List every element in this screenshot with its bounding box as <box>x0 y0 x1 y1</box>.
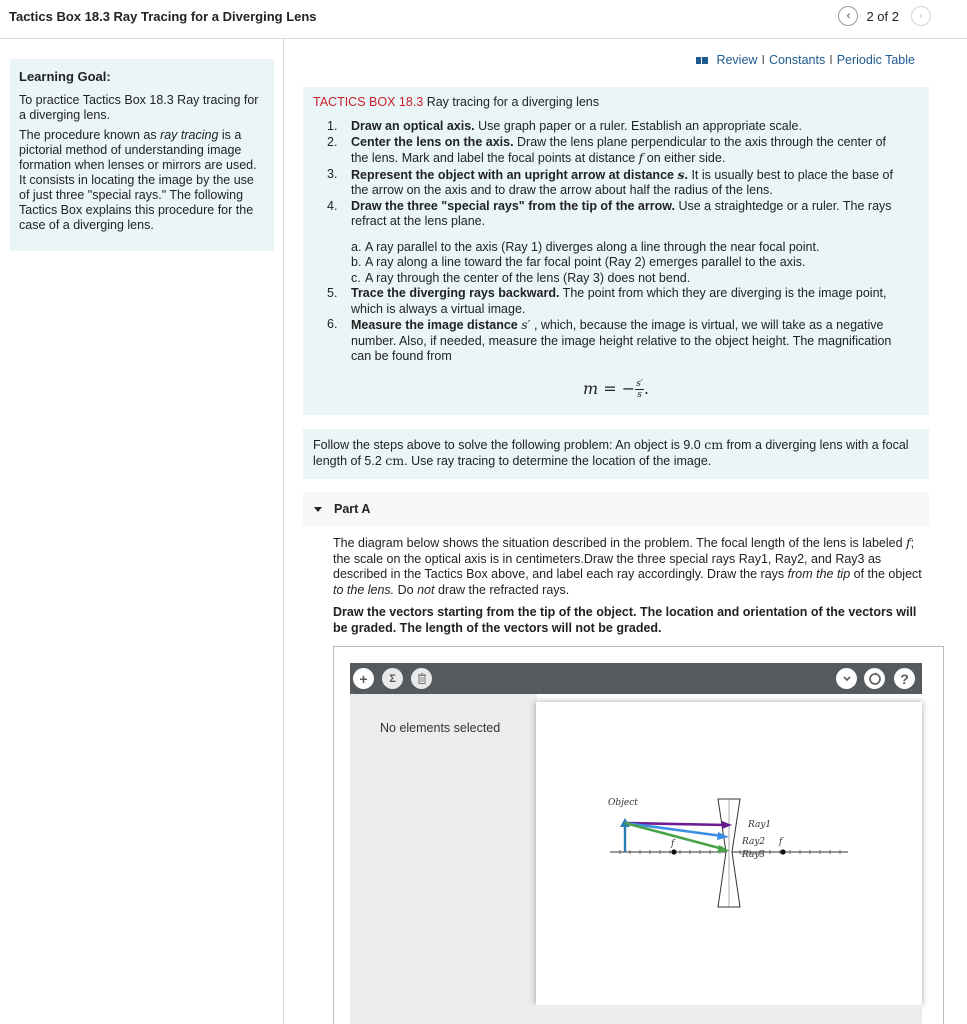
delete-button[interactable] <box>411 668 432 689</box>
tactics-title: Ray tracing for a diverging lens <box>423 95 599 109</box>
link-separator: I <box>761 53 765 67</box>
step-heading: Measure the image distance <box>351 318 522 332</box>
tactics-heading <box>313 95 919 109</box>
text-segment: Do <box>394 582 418 597</box>
step-4 <box>327 199 919 230</box>
part-a-toggle[interactable] <box>303 492 929 526</box>
substep-list <box>313 240 919 287</box>
focal-label-right: f <box>779 837 783 847</box>
tactics-code: TACTICS BOX 18.3 <box>313 95 424 109</box>
focal-point-right <box>780 849 785 854</box>
step-heading: Draw an optical axis. <box>351 119 475 133</box>
help-button[interactable] <box>894 668 915 689</box>
learning-goal-panel <box>10 59 274 251</box>
step-text: , which, because the image is virtual, we will take as a negative number. Also, if needed, measure the image height relative to the object height. The magnification can be found from <box>351 318 892 363</box>
formula-denominator: s <box>637 389 642 400</box>
step-6 <box>327 317 919 365</box>
text-segment: ; the scale on the optical axis is in centimeters.Draw the three special rays Ray1, Ray2, and Ray3 as described in the Tactics Box above, and label each ray accordingly. Draw the rays <box>333 536 915 581</box>
problem-text: Follow the steps above to solve the following problem: An object is 9.0 <box>313 438 705 452</box>
ray2-label: Ray2 <box>742 837 766 847</box>
step-text: It is usually best to place the base of the arrow on the axis and to draw the arrow about half the radius of the lens. <box>351 167 893 197</box>
ray-diagram[interactable] <box>536 702 922 1005</box>
tactics-box <box>303 87 929 415</box>
dropdown-button[interactable] <box>836 668 857 689</box>
substep-c <box>351 271 919 287</box>
step-text: Use graph paper or a ruler. Establish an appropriate scale. <box>474 119 802 133</box>
step-number: 6. <box>327 317 338 331</box>
text-segment: of the object <box>850 567 922 581</box>
trash-icon <box>417 673 427 684</box>
element-panel <box>350 694 537 1024</box>
previous-button[interactable] <box>838 6 858 26</box>
reset-icon <box>868 672 882 686</box>
focal-point-left <box>671 849 676 854</box>
formula-fraction <box>635 379 644 400</box>
text-segment: The diagram below shows the situation described in the problem. The focal length of the lens is labeled <box>333 536 907 550</box>
step-heading-end: . <box>684 167 688 182</box>
chevron-down-icon <box>842 675 852 683</box>
part-a-instructions <box>333 535 933 643</box>
step-text: on either side. <box>643 151 726 165</box>
column-divider <box>283 39 284 1024</box>
emphasis-text: to the lens. <box>333 582 395 597</box>
step-text: Use a straightedge or a ruler. The rays refract at the lens plane. <box>351 198 892 228</box>
substep-a <box>351 240 919 256</box>
emphasis-text: ray tracing <box>160 128 219 142</box>
formula-numerator: s′ <box>636 378 643 389</box>
page-count: 2 of 2 <box>866 8 899 24</box>
ray1-label: Ray1 <box>748 820 772 830</box>
sigma-icon: Σ <box>389 672 396 685</box>
constants-link[interactable]: Constants <box>768 53 826 67</box>
caret-down-icon <box>314 507 322 512</box>
step-number: 5. <box>327 286 338 300</box>
step-3 <box>327 167 919 199</box>
step-1 <box>327 119 919 135</box>
part-a-description <box>333 535 933 598</box>
substep-number: c. <box>351 270 361 285</box>
step-number: 3. <box>327 166 338 181</box>
math-variable: s′ <box>521 317 531 332</box>
math-variable: f <box>906 535 911 550</box>
unit-text: cm <box>704 437 724 452</box>
part-a-label: Part A <box>334 502 371 516</box>
widget-bottom-strip <box>350 1005 922 1024</box>
step-heading: Center the lens on the axis. <box>351 134 514 149</box>
plus-icon: + <box>359 670 368 687</box>
problem-statement <box>303 429 929 479</box>
link-separator: I <box>829 53 833 67</box>
chevron-right-icon: › <box>919 10 923 22</box>
text-segment: The procedure known as <box>19 128 161 142</box>
step-2 <box>327 135 919 167</box>
math-variable: f <box>638 150 644 165</box>
resource-links <box>696 53 915 67</box>
part-a-grading-note: Draw the vectors starting from the tip of the object. The location and orientation of the vectors will be graded. The length of the vectors will not be graded. <box>333 605 917 635</box>
drawing-widget <box>333 646 944 1024</box>
text-segment: draw the refracted rays. <box>434 582 570 597</box>
step-number: 1. <box>327 119 338 133</box>
text-segment: is a pictorial method of understanding image formation when lenses or mirrors are used. It consists in locating the image by the use of just three "special rays." The following Tactics Box explains this procedure for the case of a diverging lens. <box>19 128 257 232</box>
problem-text: from a diverging lens with a focal length of 5.2 <box>313 438 909 468</box>
step-number: 2. <box>327 134 338 149</box>
step-heading: Represent the object with an upright arrow at distance <box>351 167 678 182</box>
widget-toolbar <box>350 663 922 694</box>
help-icon: ? <box>900 670 909 687</box>
learning-goal-text: To practice Tactics Box 18.3 Ray tracing for a diverging lens. <box>19 93 259 122</box>
learning-goal-heading: Learning Goal: <box>19 69 111 84</box>
book-icon <box>696 57 708 64</box>
focal-label-left: f <box>671 839 675 849</box>
step-heading: Draw the three "special rays" from the tip of the arrow. <box>351 198 675 213</box>
review-link[interactable]: Review <box>716 53 758 67</box>
next-button[interactable] <box>911 6 931 26</box>
step-5 <box>327 286 919 317</box>
emphasis-text: not <box>417 582 435 597</box>
reset-button[interactable] <box>864 668 885 689</box>
learning-goal-description <box>19 128 264 233</box>
substep-text: A ray through the center of the lens (Ray 3) does not bend. <box>365 270 691 285</box>
substep-number: b. <box>351 255 362 269</box>
pager <box>838 6 931 26</box>
step-text: The point from which they are diverging is the image point, which is always a virtual image. <box>351 286 887 316</box>
unit-text: cm <box>385 453 405 468</box>
formula-end: . <box>643 378 649 398</box>
chevron-left-icon: ‹ <box>846 10 851 22</box>
ray3-label: Ray3 <box>742 850 766 860</box>
page-title: Tactics Box 18.3 Ray Tracing for a Diverging Lens <box>9 9 317 24</box>
drawing-canvas[interactable] <box>536 702 922 1005</box>
sigma-button[interactable] <box>382 668 403 689</box>
periodic-table-link[interactable]: Periodic Table <box>836 53 915 67</box>
magnification-formula <box>313 379 919 400</box>
step-text: Draw the lens plane perpendicular to the axis through the center of the lens. Mark and label the focal points at distance <box>351 134 886 165</box>
problem-text: . Use ray tracing to determine the location of the image. <box>404 454 712 468</box>
substep-number: a. <box>351 239 362 254</box>
formula-lhs: m = − <box>583 378 636 398</box>
substep-text: A ray along a line toward the far focal point (Ray 2) emerges parallel to the axis. <box>365 255 806 269</box>
step-heading: Trace the diverging rays backward. <box>351 286 560 300</box>
emphasis-text: from the tip <box>787 567 851 581</box>
step-number: 4. <box>327 198 338 213</box>
add-button[interactable] <box>353 668 374 689</box>
substep-b <box>351 255 919 271</box>
tactics-steps <box>313 119 919 365</box>
no-selection-text: No elements selected <box>380 721 501 735</box>
object-label: Object <box>608 798 638 808</box>
top-bar <box>0 0 967 39</box>
substep-text: A ray parallel to the axis (Ray 1) diverges along a line through the near focal point. <box>365 239 820 254</box>
math-variable: s <box>677 166 685 182</box>
